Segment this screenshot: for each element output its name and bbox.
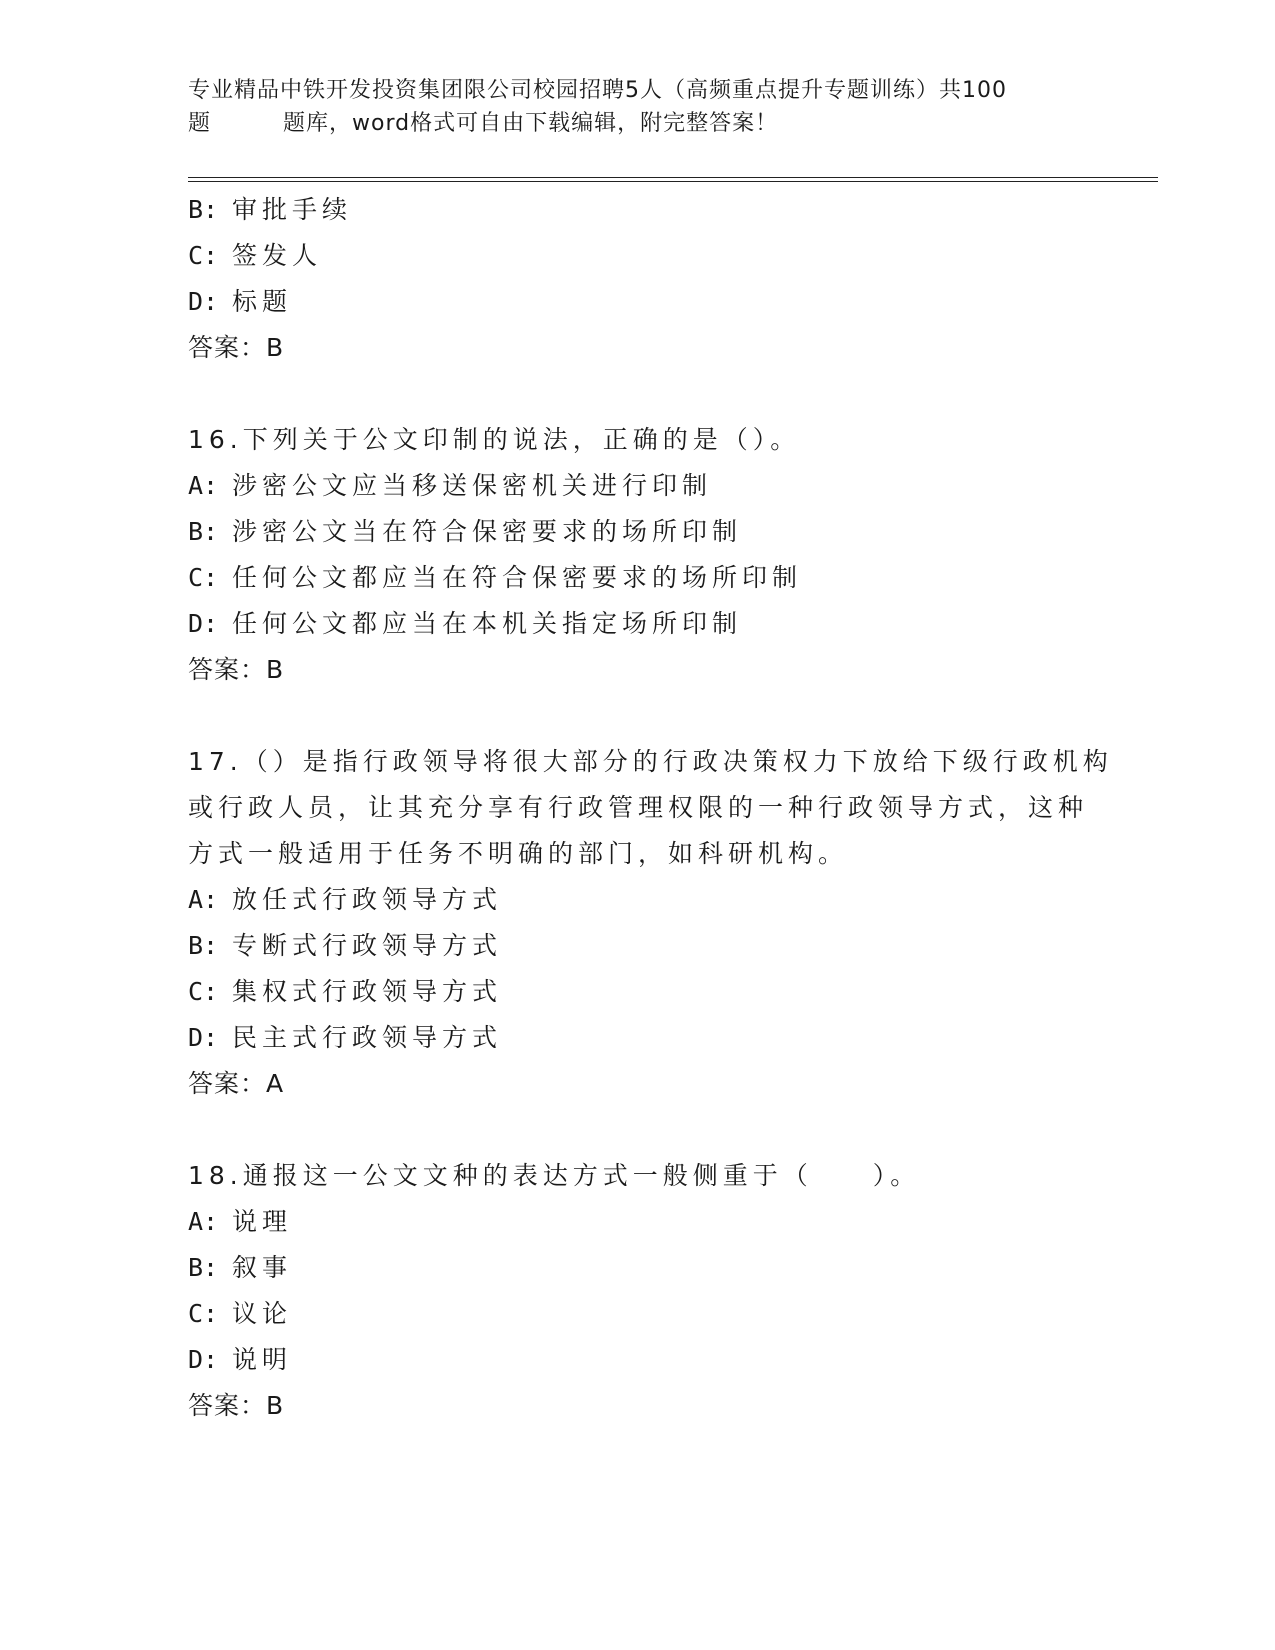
option-letter: C: [188, 241, 219, 270]
option-letter: B: [188, 195, 219, 224]
document-header [188, 74, 1088, 140]
option-letter: D: [188, 287, 219, 316]
option-text: 任何公文都应当在本机关指定场所印制 [232, 609, 743, 638]
option-letter: D: [188, 609, 219, 638]
option-letter: B: [188, 517, 219, 546]
option-c [188, 555, 1088, 601]
option-b [188, 509, 1088, 555]
option-b [188, 1245, 1088, 1291]
header-line-2-start: 题 [188, 111, 212, 136]
answer-line: 答案：A [188, 1069, 285, 1098]
question-stem-line-2: 或行政人员，让其充分享有行政管理权限的一种行政领导方式，这种 [188, 793, 1089, 822]
question-stem: 18.通报这一公文文种的表达方式一般侧重于（ ）。 [188, 1161, 921, 1190]
option-d [188, 1337, 1088, 1383]
option-letter: A: [188, 1207, 219, 1236]
option-b [188, 187, 1088, 233]
option-letter: D: [188, 1023, 219, 1052]
answer-line: 答案：B [188, 1391, 285, 1420]
option-letter: A: [188, 471, 219, 500]
option-text: 议论 [232, 1299, 293, 1328]
question-stem: 16.下列关于公文印制的说法，正确的是（）。 [188, 425, 801, 454]
question-block-18 [188, 1153, 1088, 1429]
option-letter: C: [188, 977, 219, 1006]
option-text: 专断式行政领导方式 [232, 931, 503, 960]
option-text: 说理 [232, 1207, 293, 1236]
header-line-2 [188, 107, 1088, 140]
option-letter: B: [188, 1253, 219, 1282]
option-text: 集权式行政领导方式 [232, 977, 503, 1006]
option-text: 民主式行政领导方式 [232, 1023, 503, 1052]
question-list [188, 187, 1113, 1429]
option-letter: C: [188, 1299, 219, 1328]
option-a [188, 877, 1088, 923]
option-text: 涉密公文应当移送保密机关进行印制 [232, 471, 713, 500]
option-c [188, 969, 1088, 1015]
answer-line: 答案：B [188, 333, 285, 362]
question-block-15-continued [188, 187, 1088, 371]
option-text: 任何公文都应当在符合保密要求的场所印制 [232, 563, 803, 592]
option-text: 说明 [232, 1345, 293, 1374]
option-c [188, 233, 1088, 279]
option-a [188, 1199, 1088, 1245]
question-block-17 [188, 739, 1113, 1107]
option-letter: A: [188, 885, 219, 914]
option-c [188, 1291, 1088, 1337]
option-letter: B: [188, 931, 219, 960]
option-text: 涉密公文当在符合保密要求的场所印制 [232, 517, 743, 546]
header-line-2-rest: 题库，word格式可自由下载编辑，附完整答案！ [283, 111, 779, 136]
option-a [188, 463, 1088, 509]
option-text: 标题 [232, 287, 293, 316]
option-letter: C: [188, 563, 219, 592]
option-text: 放任式行政领导方式 [232, 885, 503, 914]
header-divider-bottom [188, 181, 1158, 182]
header-line-1: 专业精品中铁开发投资集团限公司校园招聘5人（高频重点提升专题训练）共100 [188, 78, 1007, 103]
header-divider-top [188, 177, 1158, 178]
option-text: 叙事 [232, 1253, 293, 1282]
option-d [188, 601, 1088, 647]
option-d [188, 279, 1088, 325]
spacer [188, 1107, 1088, 1153]
spacer [188, 693, 1088, 739]
option-letter: D: [188, 1345, 219, 1374]
spacer [188, 371, 1088, 417]
question-block-16 [188, 417, 1088, 693]
option-d [188, 1015, 1088, 1061]
question-stem-line-1: 17.（）是指行政领导将很大部分的行政决策权力下放给下级行政机构 [188, 747, 1113, 776]
answer-line: 答案：B [188, 655, 285, 684]
option-text: 审批手续 [232, 195, 353, 224]
option-b [188, 923, 1088, 969]
question-stem-line-3: 方式一般适用于任务不明确的部门，如科研机构。 [188, 839, 849, 868]
option-text: 签发人 [232, 241, 323, 270]
